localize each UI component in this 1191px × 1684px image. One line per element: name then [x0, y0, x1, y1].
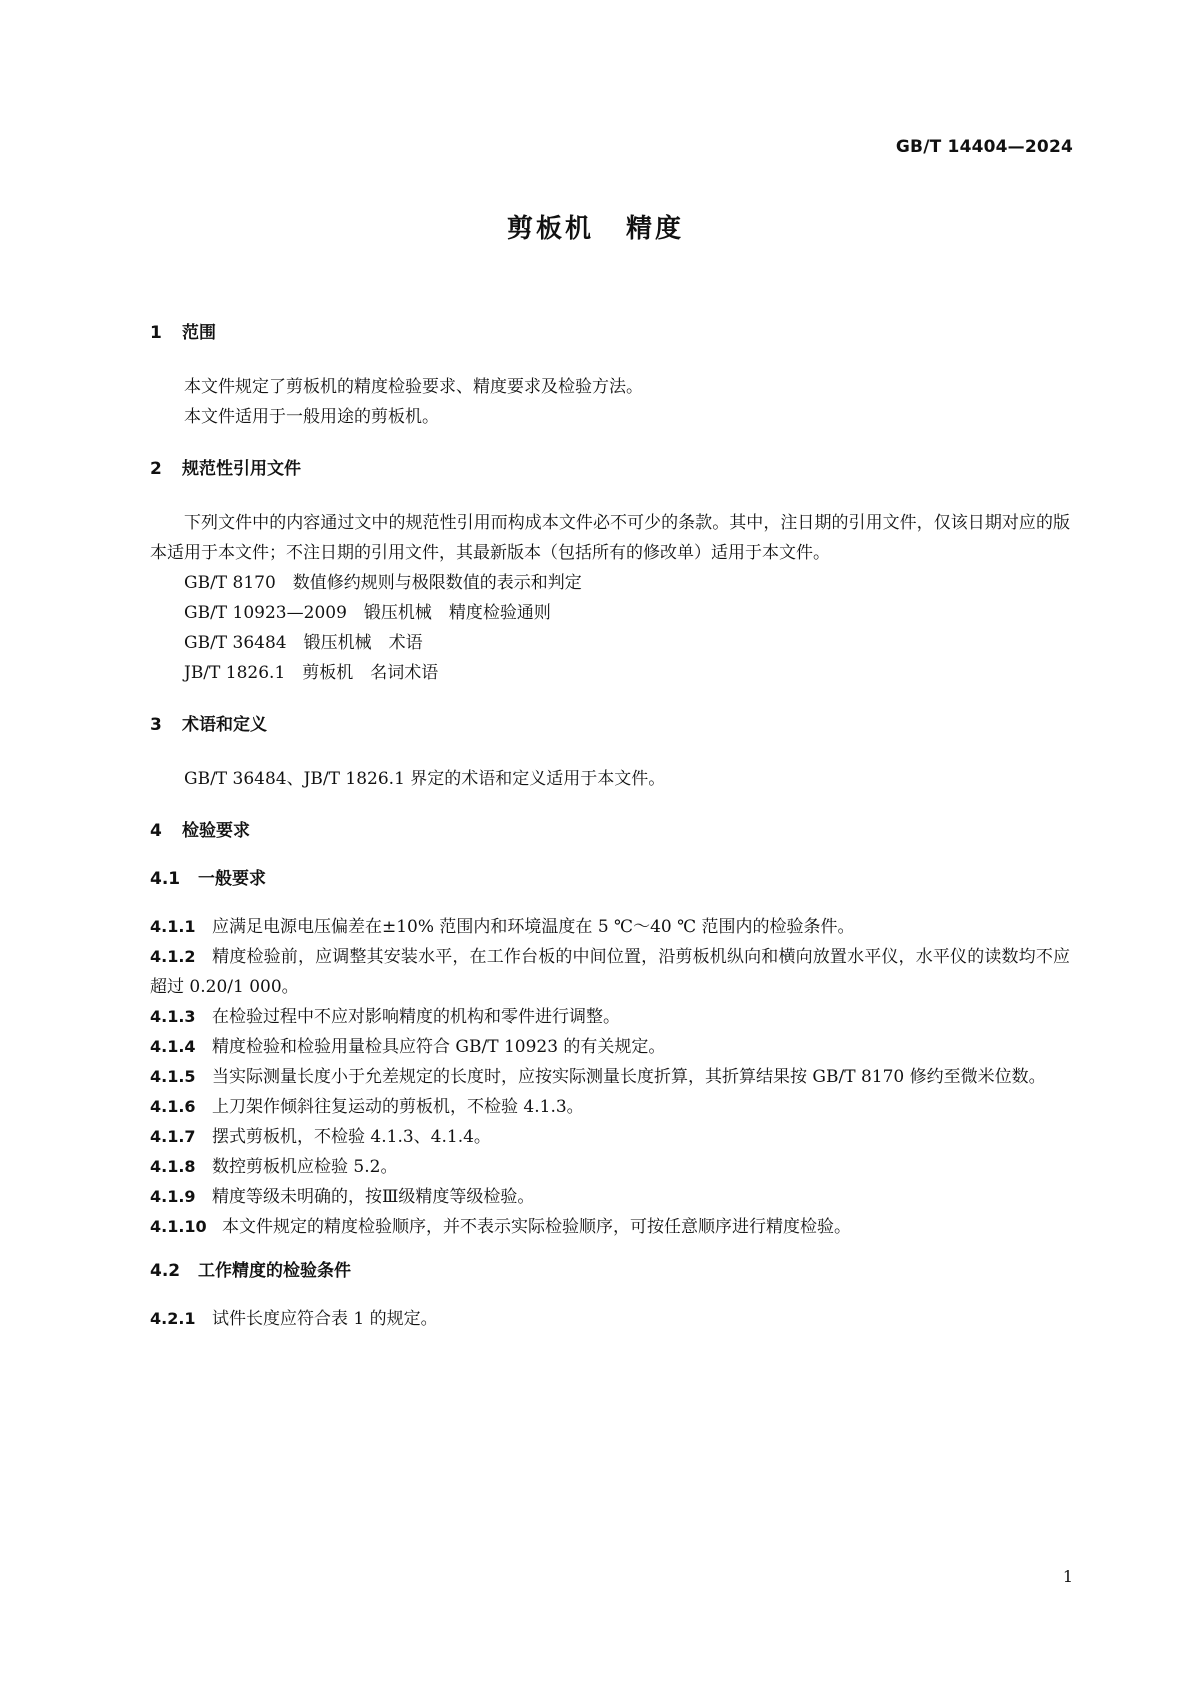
section-number: 2 — [150, 459, 162, 479]
clause-text: 在检验过程中不应对影响精度的机构和零件进行调整。 — [212, 1007, 620, 1027]
section-title: 术语和定义 — [182, 715, 267, 735]
clause — [150, 1182, 1070, 1212]
subsection-4-1-heading — [150, 864, 1070, 894]
clause-number: 4.1.6 — [150, 1097, 196, 1116]
clause-number: 4.1.10 — [150, 1217, 207, 1236]
section-1-body — [150, 372, 1070, 432]
clause — [150, 1152, 1070, 1182]
section-title: 范围 — [182, 323, 216, 343]
section-4-heading — [150, 816, 1070, 846]
paragraph: 下列文件中的内容通过文中的规范性引用而构成本文件必不可少的条款。其中，注日期的引用文件，仅该日期对应的版本适用于本文件；不注日期的引用文件，其最新版本（包括所有的修改单）适用于本文件。 — [150, 513, 1070, 563]
section-3-heading — [150, 710, 1070, 740]
reference-item: GB/T 10923—2009 锻压机械 精度检验通则 — [184, 603, 551, 623]
reference-item: GB/T 36484 锻压机械 术语 — [184, 633, 423, 653]
clause-text: 摆式剪板机，不检验 4.1.3、4.1.4。 — [212, 1127, 491, 1147]
section-number: 1 — [150, 323, 162, 343]
clause — [150, 1092, 1070, 1122]
clause-text: 当实际测量长度小于允差规定的长度时，应按实际测量长度折算，其折算结果按 GB/T 8170 修约至微米位数。 — [212, 1067, 1046, 1087]
section-2-body — [150, 508, 1070, 688]
clause — [150, 1032, 1070, 1062]
subsection-title: 工作精度的检验条件 — [198, 1261, 351, 1281]
paragraph: 本文件规定了剪板机的精度检验要求、精度要求及检验方法。 — [184, 377, 643, 397]
reference-item: JB/T 1826.1 剪板机 名词术语 — [184, 663, 439, 683]
paragraph: GB/T 36484、JB/T 1826.1 界定的术语和定义适用于本文件。 — [184, 769, 666, 789]
clause-number: 4.1.3 — [150, 1007, 196, 1026]
subsection-4-2-body — [150, 1304, 1070, 1334]
clause — [150, 1122, 1070, 1152]
clause-number: 4.1.4 — [150, 1037, 196, 1056]
clause-number: 4.1.8 — [150, 1157, 196, 1176]
subsection-4-1-body — [150, 912, 1070, 1242]
subsection-number: 4.1 — [150, 869, 181, 889]
standard-number: GB/T 14404—2024 — [895, 137, 1073, 157]
section-1-heading — [150, 318, 1070, 348]
clause — [150, 1002, 1070, 1032]
clause-text: 数控剪板机应检验 5.2。 — [212, 1157, 398, 1177]
clause-number: 4.1.5 — [150, 1067, 196, 1086]
clause-text: 精度检验前，应调整其安装水平，在工作台板的中间位置，沿剪板机纵向和横向放置水平仪，水平仪的读数均不应超过 0.20/1 000。 — [150, 947, 1070, 997]
clause-number: 4.1.9 — [150, 1187, 196, 1206]
clause-text: 上刀架作倾斜往复运动的剪板机，不检验 4.1.3。 — [212, 1097, 584, 1117]
paragraph: 本文件适用于一般用途的剪板机。 — [184, 407, 439, 427]
clause — [150, 942, 1070, 1002]
section-title: 检验要求 — [182, 821, 250, 841]
subsection-number: 4.2 — [150, 1261, 181, 1281]
title-part-1: 剪板机 — [506, 214, 594, 244]
clause-text: 试件长度应符合表 1 的规定。 — [212, 1309, 438, 1329]
section-3-body — [150, 764, 1070, 794]
clause — [150, 912, 1070, 942]
clause-number: 4.1.7 — [150, 1127, 196, 1146]
reference-item: GB/T 8170 数值修约规则与极限数值的表示和判定 — [184, 573, 582, 593]
subsection-4-2-heading — [150, 1256, 1070, 1286]
page-number: 1 — [1062, 1567, 1073, 1586]
clause — [150, 1212, 1070, 1242]
subsection-title: 一般要求 — [198, 869, 266, 889]
title-part-2: 精度 — [626, 214, 685, 244]
clause-number: 4.2.1 — [150, 1309, 196, 1328]
clause-text: 精度检验和检验用量检具应符合 GB/T 10923 的有关规定。 — [212, 1037, 666, 1057]
clause — [150, 1062, 1070, 1092]
clause-number: 4.1.1 — [150, 917, 196, 936]
document-body — [150, 318, 1070, 1334]
clause-text: 精度等级未明确的，按Ⅲ级精度等级检验。 — [212, 1187, 535, 1207]
section-number: 3 — [150, 715, 162, 735]
clause-text: 应满足电源电压偏差在±10% 范围内和环境温度在 5 ℃～40 ℃ 范围内的检验条件。 — [212, 917, 855, 937]
section-2-heading — [150, 454, 1070, 484]
section-number: 4 — [150, 821, 162, 841]
clause — [150, 1304, 1070, 1334]
clause-number: 4.1.2 — [150, 947, 196, 966]
section-title: 规范性引用文件 — [182, 459, 301, 479]
document-title — [0, 208, 1191, 245]
clause-text: 本文件规定的精度检验顺序，并不表示实际检验顺序，可按任意顺序进行精度检验。 — [222, 1217, 851, 1237]
